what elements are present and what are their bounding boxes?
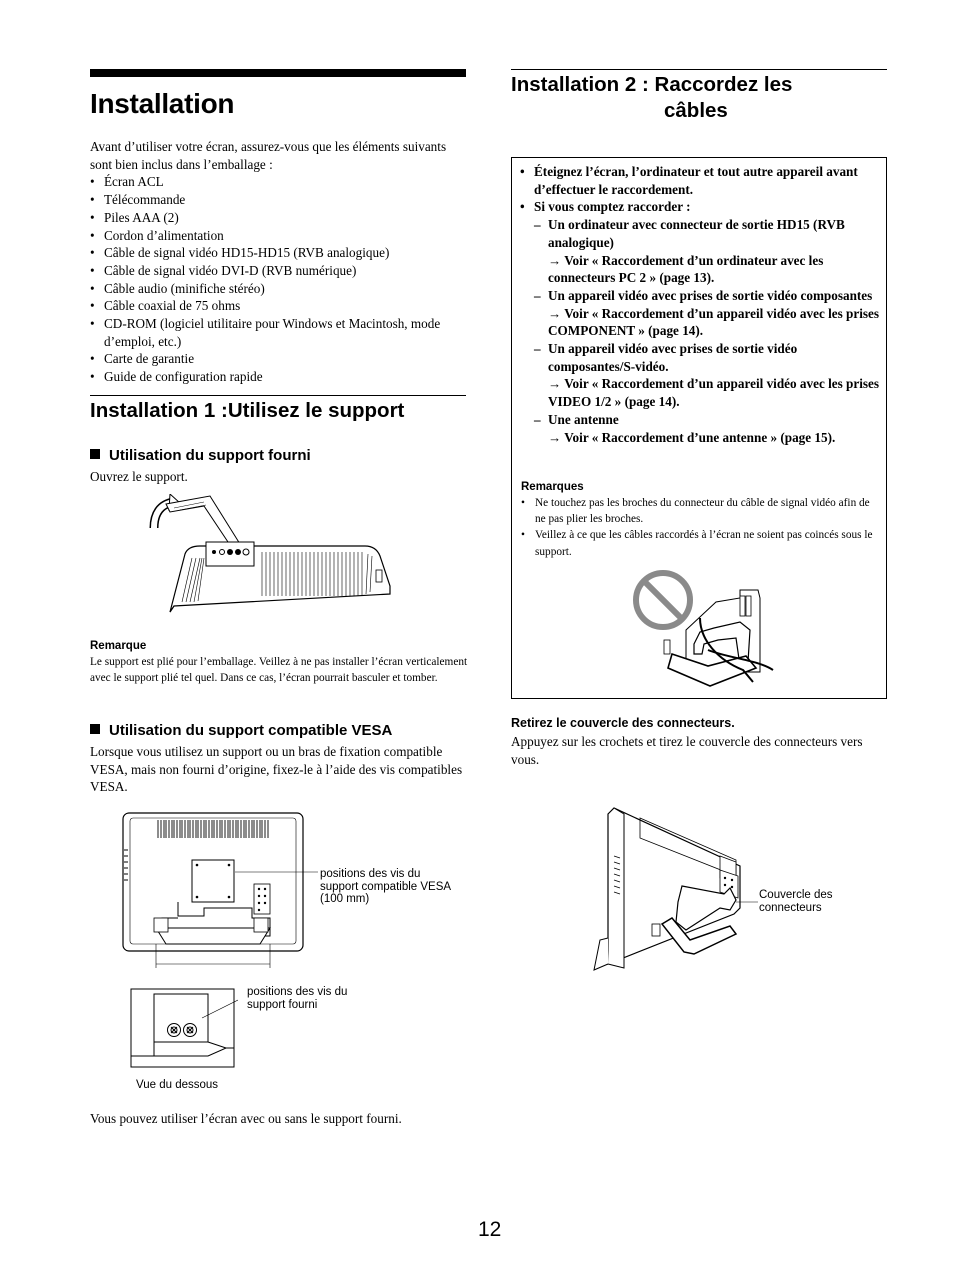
box-notes-head: Remarques xyxy=(521,481,584,493)
precaution-item xyxy=(520,198,880,216)
stand-opening-illustration xyxy=(140,494,400,616)
arrow-right-icon: → xyxy=(548,252,562,268)
dash-icon: – xyxy=(534,411,541,427)
sub2-text: Lorsque vous utilisez un support ou un bras de fixation compatible VESA, mais non fourni d’origine, fixez-le à l’aide des vis compatibles VESA. xyxy=(90,744,463,795)
page-title: Installation xyxy=(90,88,235,119)
device-item xyxy=(520,216,880,287)
list-item: • Guide de configuration rapide xyxy=(90,368,466,386)
section2-rule xyxy=(511,69,887,70)
bullet-icon: • xyxy=(521,529,525,542)
note-text: Ne touchez pas les broches du connecteur du câble de signal vidéo afin de ne pas plier les broches. xyxy=(535,497,870,526)
dash-icon: – xyxy=(534,217,541,233)
left-column xyxy=(90,69,466,386)
dash-icon: – xyxy=(534,287,541,303)
device-reference-link[interactable]: Voir « Raccordement d’une antenne » (page 15). xyxy=(564,429,836,445)
sub2-title xyxy=(90,721,466,741)
note-item xyxy=(521,495,879,527)
precaution-text: Si vous comptez raccorder : xyxy=(534,199,691,215)
section2-title xyxy=(511,72,887,124)
device-item xyxy=(520,287,880,340)
label-support-screws: positions des vis du support fourni xyxy=(247,986,348,1011)
list-item: • Piles AAA (2) xyxy=(90,209,466,227)
device-text: Un appareil vidéo avec prises de sortie vidéo composantes xyxy=(548,287,873,303)
bullet-icon: • xyxy=(521,497,525,509)
sub1-title xyxy=(90,446,466,466)
precaution-text: Éteignez l’écran, l’ordinateur et tout autre appareil avant d’effectuer le raccordement. xyxy=(534,164,858,197)
device-reference-link[interactable]: Voir « Raccordement d’un ordinateur avec les connecteurs PC 2 » (page 13). xyxy=(548,252,824,286)
sub1-text: Ouvrez le support. xyxy=(90,469,188,484)
list-item: • Câble de signal vidéo DVI-D (RVB numérique) xyxy=(90,262,466,280)
sub2-title-text: Utilisation du support compatible VESA xyxy=(109,722,393,739)
label-vesa-screws: positions des vis du support compatible VESA (100 mm) xyxy=(320,868,451,905)
list-item: • CD-ROM (logiciel utilitaire pour Windows et Macintosh, mode d’emploi, etc.) xyxy=(90,315,466,350)
arrow-right-icon: → xyxy=(548,376,562,392)
sub1-title-text: Utilisation du support fourni xyxy=(109,447,311,464)
step-text: Appuyez sur les crochets et tirez le couvercle des connecteurs vers vous. xyxy=(511,734,863,767)
device-reference-link[interactable]: Voir « Raccordement d’un appareil vidéo avec les prises COMPONENT » (page 14). xyxy=(548,305,880,339)
title-bar-rule xyxy=(90,69,466,77)
device-item xyxy=(520,340,880,411)
device-item xyxy=(520,411,880,446)
vesa-rear-illustration xyxy=(120,810,320,970)
bullet-icon: • xyxy=(520,199,525,215)
bullet-icon: • xyxy=(520,164,525,179)
square-bullet-icon xyxy=(90,449,100,459)
section2-title-line1: Installation 2 : Raccordez les xyxy=(511,73,793,96)
list-item: • Carte de garantie xyxy=(90,350,466,368)
device-text: Une antenne xyxy=(548,411,619,427)
precaution-item xyxy=(520,163,880,198)
note-item xyxy=(521,527,879,559)
list-item: • Câble audio (minifiche stéréo) xyxy=(90,280,466,298)
section2-title-line2: câbles xyxy=(664,99,728,122)
prohibition-icon xyxy=(636,573,690,627)
label-connector-cover: Couvercle des connecteurs xyxy=(759,889,833,914)
bottom-view-illustration xyxy=(128,986,238,1070)
intro-text: Avant d’utiliser votre écran, assurez-vous que les éléments suivants sont bien inclus dans l’emballage : xyxy=(90,139,447,172)
device-text: Un ordinateur avec connecteur de sortie HD15 (RVB analogique) xyxy=(548,217,845,250)
sub1-note-text: Le support est plié pour l’emballage. Veillez à ne pas installer l’écran verticalement avec le support plié tel quel. Dans ce cas, l’écran pourrait basculer et tomber. xyxy=(90,656,468,685)
list-item: • Câble coaxial de 75 ohms xyxy=(90,297,466,315)
device-reference-link[interactable]: Voir « Raccordement d’un appareil vidéo avec les prises VIDEO 1/2 » (page 14). xyxy=(548,376,880,410)
sub1-note-head: Remarque xyxy=(90,640,147,652)
square-bullet-icon xyxy=(90,724,100,734)
dash-icon: – xyxy=(534,341,541,357)
step-heading: Retirez le couvercle des connecteurs. xyxy=(511,716,735,730)
label-bottom-view: Vue du dessous xyxy=(136,1079,219,1091)
section1-title: Installation 1 :Utilisez le support xyxy=(90,399,405,422)
list-item: • Écran ACL xyxy=(90,173,466,191)
package-contents-list xyxy=(90,173,466,385)
precaution-list xyxy=(520,163,880,446)
vent-barcode xyxy=(156,820,270,840)
list-item: • Télécommande xyxy=(90,191,466,209)
connector-cover-illustration xyxy=(590,790,760,975)
list-item: • Cordon d’alimentation xyxy=(90,227,466,245)
list-item: • Câble de signal vidéo HD15-HD15 (RVB analogique) xyxy=(90,244,466,262)
device-text: Un appareil vidéo avec prises de sortie vidéo composantes/S-vidéo. xyxy=(548,341,798,374)
closing-text: Vous pouvez utiliser l’écran avec ou sans le support fourni. xyxy=(90,1111,402,1126)
note-text: Veillez à ce que les câbles raccordés à l’écran ne soient pas coincés sous le support. xyxy=(535,529,873,558)
cable-pinch-warning-illustration xyxy=(628,570,778,688)
page-number: 12 xyxy=(478,1218,502,1241)
arrow-right-icon: → xyxy=(548,305,562,321)
section1-rule xyxy=(90,395,466,396)
arrow-right-icon: → xyxy=(548,429,562,445)
box-notes-list xyxy=(521,495,879,560)
